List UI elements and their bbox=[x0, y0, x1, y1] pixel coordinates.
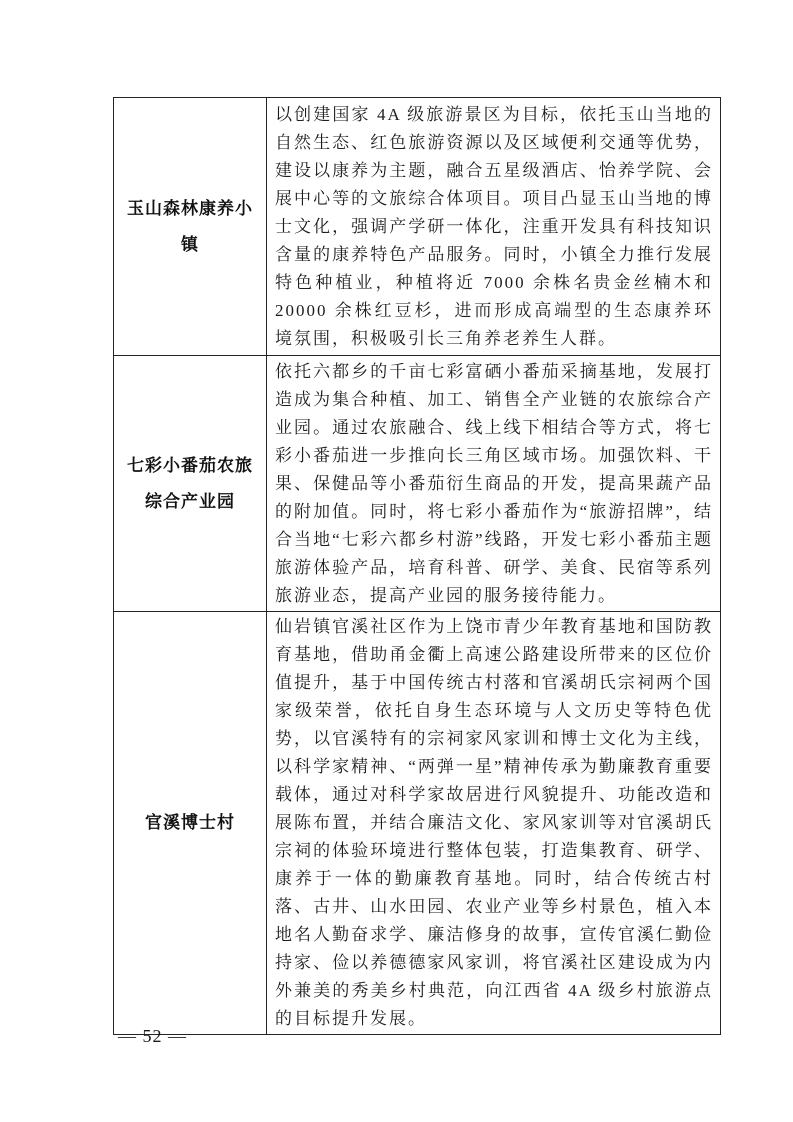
project-name-cell bbox=[114, 356, 267, 612]
table-row bbox=[114, 356, 721, 612]
project-name: 官溪博士村 bbox=[145, 813, 235, 832]
page-number: — 52 — bbox=[118, 1026, 187, 1046]
project-name: 玉山森林康养小镇 bbox=[127, 198, 253, 254]
project-description-cell bbox=[267, 98, 721, 356]
project-name-cell bbox=[114, 98, 267, 356]
project-description: 依托六都乡的千亩七彩富硒小番茄采摘基地，发展打造成为集合种植、加工、销售全产业链的农旅综合产业园。通过农旅融合、线上线下相结合等方式，将七彩小番茄进一步推向长三角区域市场。加强饮料、干果、保健品等小番茄衍生商品的开发，提高果蔬产品的附加值。同时，将七彩小番茄作为“旅游招牌”，结合当地“七彩六都乡村游”线路，开发七彩小番茄主题旅游体验产品，培育科普、研学、美食、民宿等系列旅游业态，提高产业园的服务接待能力。 bbox=[275, 361, 713, 605]
table-row bbox=[114, 612, 721, 1035]
table-row bbox=[114, 98, 721, 356]
project-name-cell bbox=[114, 612, 267, 1035]
projects-table bbox=[113, 97, 721, 1035]
project-description: 仙岩镇官溪社区作为上饶市青少年教育基地和国防教育基地，借助甬金衢上高速公路建设所带来的区位价值提升，基于中国传统古村落和官溪胡氏宗祠两个国家级荣誉，依托自身生态环境与人文历史等特色优势，以官溪特有的宗祠家风家训和博士文化为主线，以科学家精神、“两弹一星”精神传承为勤廉教育重要载体，通过对科学家故居进行风貌提升、功能改造和展陈布置，并结合廉洁文化、家风家训等对官溪胡氏宗祠的体验环境进行整体包装，打造集教育、研学、康养于一体的勤廉教育基地。同时，结合传统古村落、古井、山水田园、农业产业等乡村景色，植入本地名人勤奋求学、廉洁修身的故事，宣传官溪仁勤俭持家、俭以养德德家风家训，将官溪社区建设成为内外兼美的秀美乡村典范，向江西省 4A 级乡村旅游点的目标提升发展。 bbox=[275, 617, 713, 1028]
project-description: 以创建国家 4A 级旅游景区为目标，依托玉山当地的自然生态、红色旅游资源以及区域便利交通等优势，建设以康养为主题，融合五星级酒店、怡养学院、会展中心等的文旅综合体项目。项目凸显玉山当地的博士文化，强调产学研一体化，注重开发具有科技知识含量的康养特色产品服务。同时，小镇全力推行发展特色种植业，种植将近 7000 余株名贵金丝楠木和 20000 余株红豆杉，进而形成高端型的生态康养环境氛围，积极吸引长三角养老养生人群。 bbox=[275, 104, 713, 348]
project-description-cell bbox=[267, 356, 721, 612]
project-description-cell bbox=[267, 612, 721, 1035]
project-name: 七彩小番茄农旅综合产业园 bbox=[127, 455, 253, 511]
